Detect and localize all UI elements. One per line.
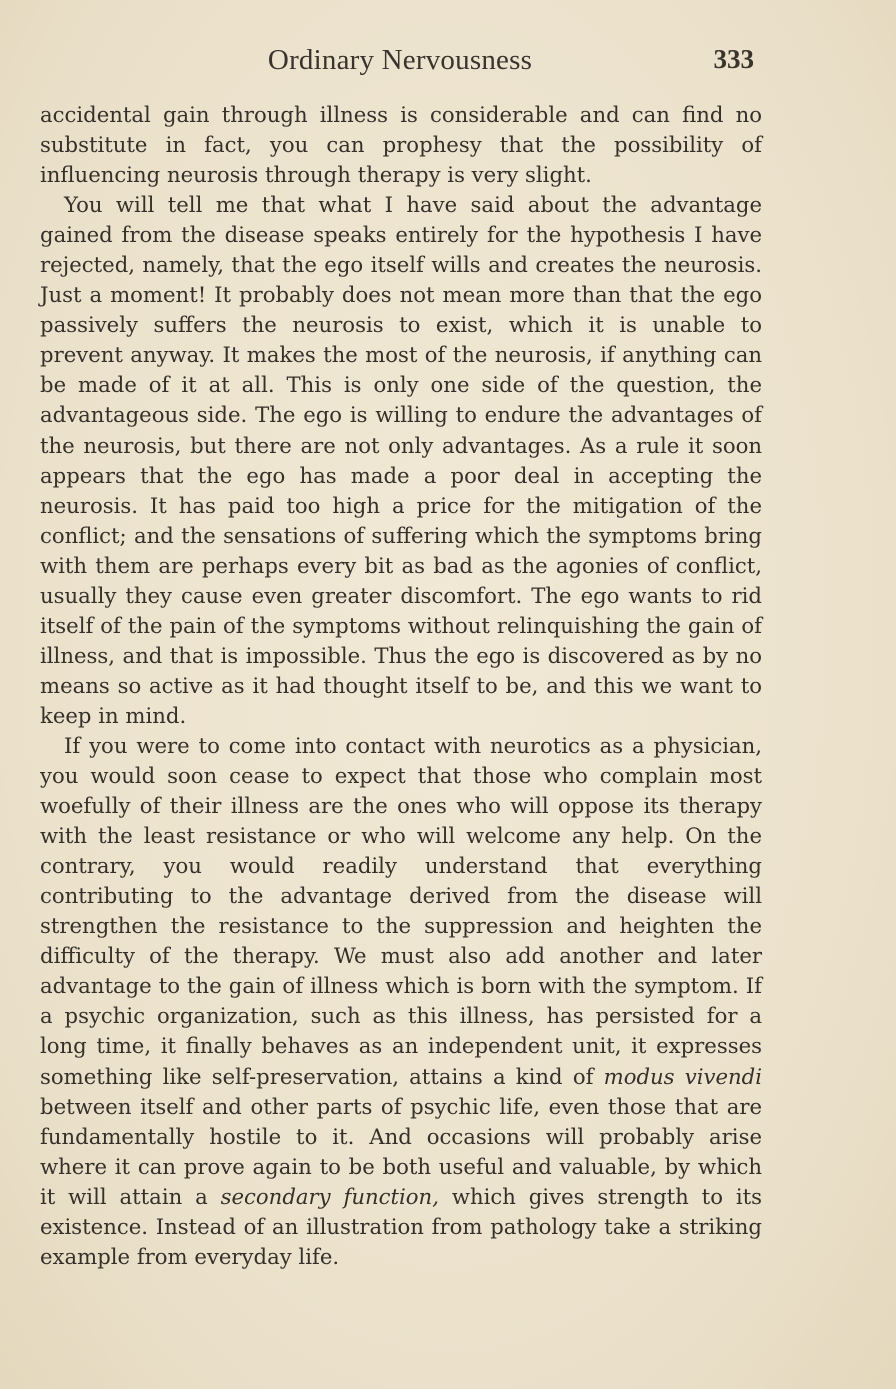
paragraph-3-part-a: If you were to come into contact with neurotics as a physician, you would soon cease to expect that those who complain most woefully of their illness are the ones who will oppose its therapy with the least resistance or who will welcome any help. On the contrary, you would readily understand that everything contributing to the advantage derived from the disease will strengthen the resistance to the suppression and heighten the difficulty of the therapy. We must also add another and later advantage to the gain of illness which is born with the symptom. If a psychic organization, such as this illness, has persisted for a long time, it finally behaves as an independent unit, it expresses something like self-preservation, attains a kind of bbox=[40, 732, 762, 1089]
paragraph-2: You will tell me that what I have said about the advantage gained from the disease speaks entirely for the hypothesis I have rejected, namely, that the ego itself wills and creates the neurosis. Just a moment! It probably does not mean more than that the ego passively suffers the neurosis to exist, which it is unable to prevent anyway. It makes the most of the neurosis, if anything can be made of it at all. This is only one side of the question, the advantageous side. The ego is willing to endure the advantages of the neurosis, but there are not only advantages. As a rule it soon appears that the ego has made a poor deal in accepting the neurosis. It has paid too high a price for the mitigation of the conflict; and the sensations of suffering which the symptoms bring with them are perhaps every bit as bad as the agonies of conflict, usually they cause even greater discomfort. The ego wants to rid itself of the pain of the symptoms without relinquishing the gain of illness, and that is impossible. Thus the ego is discovered as by no means so active as it had thought itself to be, and this we want to keep in mind. bbox=[40, 192, 762, 728]
paragraph-3-part-c: which gives strength to its existence. Instead of an illustration from pathology take a striking example from everyday life. bbox=[40, 1183, 763, 1269]
page-number: 333 bbox=[713, 44, 754, 74]
paragraph-1: accidental gain through illness is considerable and can find no substitute in fact, you can prophesy that the possibility of influencing neurosis through therapy is very slight. bbox=[40, 102, 762, 188]
paragraph-3-part-b: between itself and other parts of psychic life, even those that are fundamentally hostile to it. And occasions will probably arise where it can prove again to be both useful and valuable, by which it will attain a bbox=[40, 1093, 762, 1209]
body-text bbox=[40, 100, 762, 1272]
paragraph-3 bbox=[40, 731, 762, 1272]
italic-phrase-secondary-function: secondary function, bbox=[220, 1183, 439, 1209]
running-title: Ordinary Nervousness bbox=[267, 44, 533, 76]
page-header bbox=[40, 44, 760, 78]
italic-phrase-modus-vivendi: modus vivendi bbox=[603, 1063, 762, 1089]
